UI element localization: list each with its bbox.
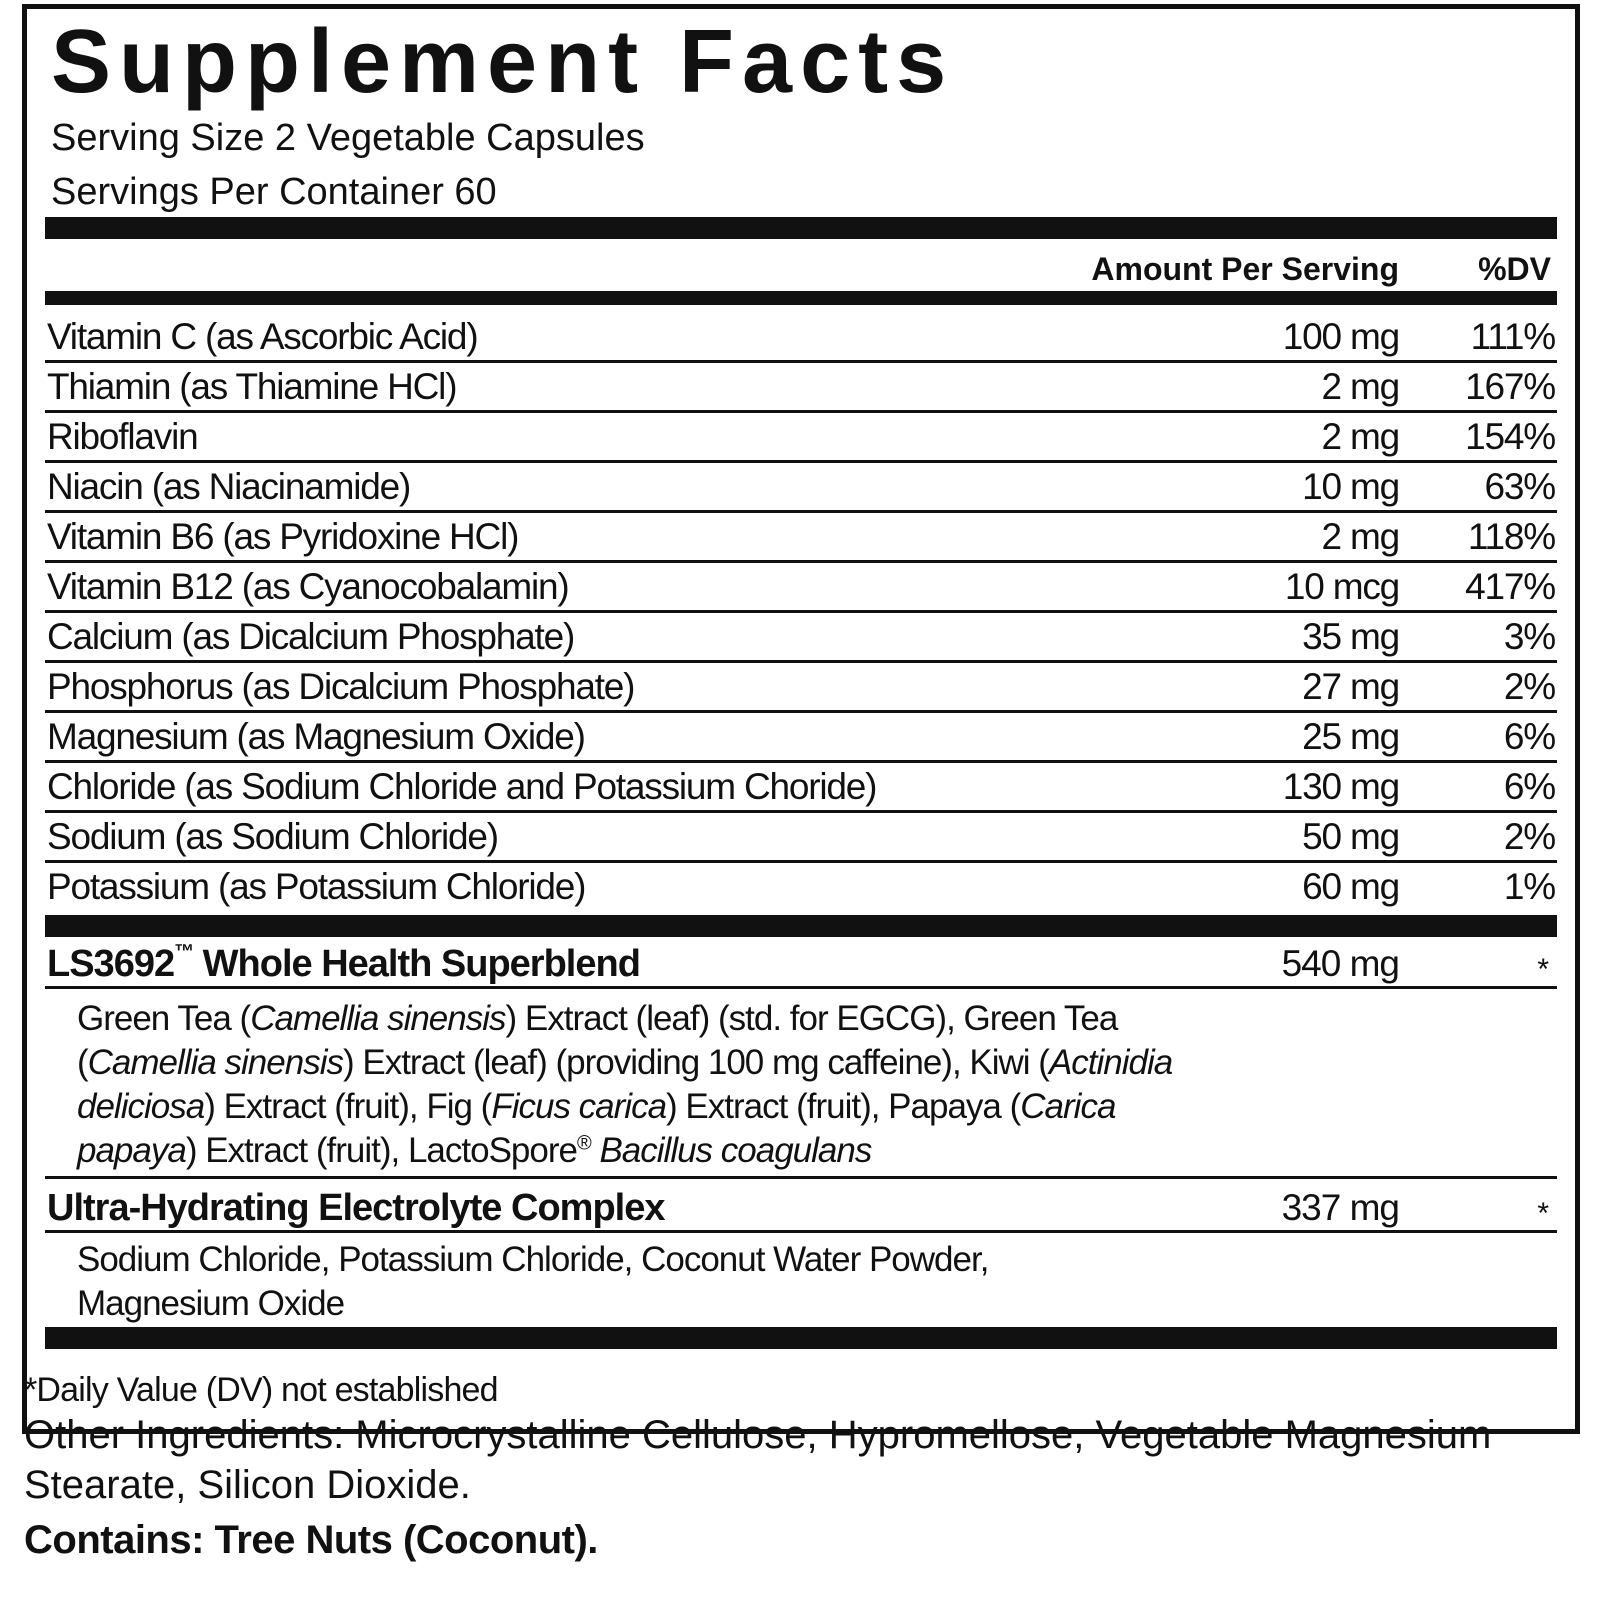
registered-symbol: ®: [576, 1132, 591, 1155]
nutrient-name: Vitamin B12 (as Cyanocobalamin): [47, 566, 569, 607]
table-row: [45, 313, 1557, 363]
nutrient-amount: 25 mg: [1302, 716, 1399, 757]
nutrient-dv: 154%: [1465, 416, 1555, 457]
nutrient-amount: 2 mg: [1321, 416, 1399, 457]
nutrient-dv: 167%: [1465, 366, 1555, 407]
nutrient-amount: 10 mg: [1302, 466, 1399, 507]
nutrient-amount: 130 mg: [1282, 766, 1399, 807]
table-row: [45, 363, 1557, 413]
nutrient-name: Thiamin (as Thiamine HCl): [47, 366, 457, 407]
nutrient-amount: 50 mg: [1302, 816, 1399, 857]
nutrient-name: Vitamin B6 (as Pyridoxine HCl): [47, 516, 519, 557]
nutrient-amount: 27 mg: [1302, 666, 1399, 707]
nutrient-amount: 10 mcg: [1284, 566, 1399, 607]
nutrient-dv: 3%: [1503, 616, 1555, 657]
nutrient-amount: 35 mg: [1302, 616, 1399, 657]
nutrient-name: Sodium (as Sodium Chloride): [47, 816, 498, 857]
table-row: [45, 813, 1557, 863]
blend-dv-asterisk: *: [1537, 953, 1549, 986]
nutrient-dv: 2%: [1503, 816, 1555, 857]
nutrient-name: Vitamin C (as Ascorbic Acid): [47, 316, 478, 357]
serving-size: Serving Size 2 Vegetable Capsules: [51, 117, 645, 159]
nutrient-dv: 118%: [1467, 516, 1555, 557]
nutrient-dv: 6%: [1503, 716, 1555, 757]
nutrient-name: Magnesium (as Magnesium Oxide): [47, 716, 585, 757]
nutrient-dv: 2%: [1503, 666, 1555, 707]
thick-divider-bottom: [45, 1327, 1557, 1349]
nutrient-dv: 1%: [1503, 866, 1555, 907]
nutrient-name: Calcium (as Dicalcium Phosphate): [47, 616, 575, 657]
table-row: [45, 863, 1557, 913]
nutrient-name: Niacin (as Niacinamide): [47, 466, 411, 507]
blend-divider: [45, 1176, 1557, 1179]
blend-dv-asterisk: *: [1537, 1197, 1549, 1230]
blend-amount: 540 mg: [1281, 943, 1399, 984]
table-row: [45, 413, 1557, 463]
thick-divider-blends: [45, 915, 1557, 937]
amount-per-serving-header: Amount Per Serving: [1091, 251, 1399, 287]
servings-per-container: Servings Per Container 60: [51, 171, 497, 213]
medium-divider: [45, 291, 1557, 305]
table-row: [45, 663, 1557, 713]
table-row: [45, 463, 1557, 513]
nutrient-name: Potassium (as Potassium Chloride): [47, 866, 586, 907]
blend-ingredients: Sodium Chloride, Potassium Chloride, Coconut Water Powder, Magnesium Oxide: [77, 1240, 989, 1323]
nutrient-amount: 2 mg: [1321, 366, 1399, 407]
nutrient-dv: 63%: [1484, 466, 1555, 507]
nutrient-dv: 6%: [1503, 766, 1555, 807]
nutrient-dv: 111%: [1470, 316, 1555, 357]
table-row: [45, 563, 1557, 613]
nutrient-amount: 100 mg: [1282, 316, 1399, 357]
blend-name: Ultra-Hydrating Electrolyte Complex: [47, 1187, 665, 1229]
thick-divider-top: [45, 217, 1557, 239]
table-row: [45, 763, 1557, 813]
blend-electrolyte-row: [45, 1183, 1557, 1233]
panel-title: Supplement Facts: [51, 12, 955, 112]
other-ingredients: Other Ingredients: Microcrystalline Cellulose, Hypromellose, Vegetable Magnesium Stearate, Silicon Dioxide.: [24, 1413, 1492, 1507]
table-row: [45, 613, 1557, 663]
nutrient-dv: 417%: [1465, 566, 1555, 607]
nutrient-name: Chloride (as Sodium Chloride and Potassium Choride): [47, 766, 877, 807]
nutrient-name: Riboflavin: [47, 416, 198, 457]
dv-footnote: *Daily Value (DV) not established: [24, 1371, 498, 1409]
allergen-statement: Contains: Tree Nuts (Coconut).: [24, 1518, 598, 1562]
table-row: [45, 513, 1557, 563]
blend-ingredients: Green Tea (Camellia sinensis) Extract (leaf) (std. for EGCG), Green Tea (Camellia sinensis) Extract (leaf) (providing 100 mg caffeine), Kiwi (Actinidia deliciosa) Extract (fruit), Fig (Ficus carica) Extract (fruit), Papaya (Carica papaya) Extract (fruit), LactoSpore® Bacillus coagulans: [77, 999, 1173, 1170]
nutrient-amount: 60 mg: [1302, 866, 1399, 907]
nutrient-table: [45, 313, 1557, 913]
trademark-symbol: ™: [174, 941, 194, 963]
blend-name: LS3692™ Whole Health Superblend: [47, 941, 640, 985]
nutrient-name: Phosphorus (as Dicalcium Phosphate): [47, 666, 635, 707]
table-row: [45, 713, 1557, 763]
dv-header: %DV: [1478, 251, 1551, 287]
supplement-facts-panel: [22, 4, 1580, 1434]
blend-superblend-row: [45, 939, 1557, 989]
nutrient-amount: 2 mg: [1321, 516, 1399, 557]
blend-amount: 337 mg: [1281, 1187, 1399, 1228]
